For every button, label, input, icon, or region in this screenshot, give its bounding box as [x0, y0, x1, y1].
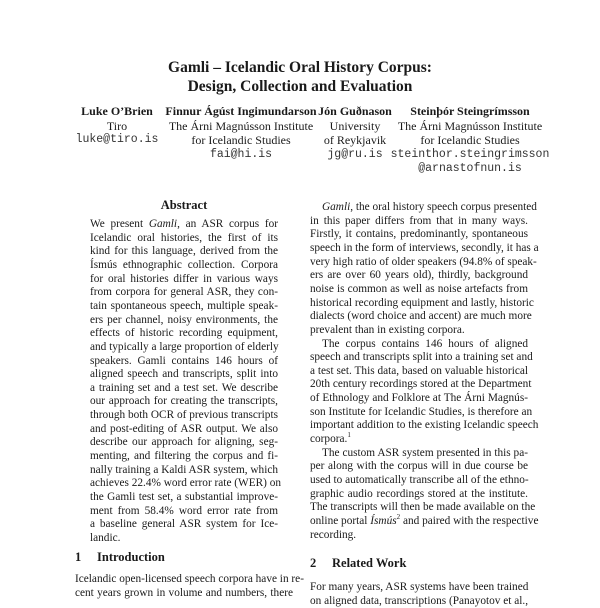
author-name: Steinþór Steingrímsson [410, 104, 530, 118]
text-span: tain spontaneous speech, multiple speak- [90, 299, 278, 312]
text-span: The corpus contains 146 hours of aligned [322, 337, 528, 350]
text-span: and paired with the respective [400, 514, 539, 527]
author-email: luke@tiro.is [75, 133, 159, 146]
text-line [310, 241, 539, 255]
text-span: from corpora for general ASR, they con- [90, 286, 278, 299]
author-affiliation: The Árni Magnússon Institute [397, 118, 543, 133]
text-line [310, 310, 532, 323]
text-span: graphic audio recordings stored at the institute. [310, 487, 528, 500]
text-span: ers are over 60 years old), thirdly, background [310, 269, 528, 282]
text-line [90, 286, 278, 299]
text-line [310, 419, 539, 432]
text-line [310, 378, 532, 391]
text-span: son Institute for Icelandic Studies, is therefore an [310, 405, 533, 418]
text-span: used to automatically transcribe all of the ethno- [310, 474, 529, 486]
author-affiliation: for Icelandic Studies [191, 133, 291, 147]
text-line [310, 215, 528, 228]
text-line [310, 201, 537, 214]
text-span: For many years, ASR systems have been trained [310, 581, 529, 593]
text-line [310, 595, 528, 608]
text-line [90, 218, 278, 231]
text-span: important addition to the existing Icelandic speech [310, 419, 539, 432]
author-affiliation: of Reykjavik [323, 133, 387, 147]
text-span: Firstly, it contains, predominantly, spontaneous [310, 228, 528, 241]
text-line [90, 300, 278, 313]
text-span: nally training a Kaldi ASR system, which [90, 463, 278, 476]
text-span: of Ethnology and Folklore at The Árni Magnús- [310, 392, 528, 405]
text-span: corpora. [310, 433, 348, 446]
title-line-1: Gamli – Icelandic Oral History Corpus: [168, 59, 432, 76]
section-number: 1 [75, 550, 82, 564]
section-number: 2 [310, 556, 317, 570]
text-span: recording. [310, 528, 357, 541]
introduction-heading [75, 550, 165, 565]
text-span: a training set and a test set. We describe [90, 381, 278, 394]
text-span: 20th century recordings stored at the Department [310, 378, 532, 391]
text-span: , the oral history speech corpus presented [350, 201, 537, 213]
author-email: steinthor.steingrimsson [390, 147, 550, 161]
text-span: Ísmús [370, 514, 397, 527]
text-span: We present [90, 218, 149, 230]
text-line [310, 392, 528, 405]
text-line [310, 269, 528, 282]
text-span: The transcripts will then be made available on the [310, 501, 536, 514]
text-span: aligned speech and transcripts, split into [90, 368, 278, 381]
author-name: Luke O’Brien [81, 104, 153, 118]
author-affiliation: The Árni Magnússon Institute [168, 118, 314, 133]
text-line [90, 477, 282, 490]
text-line [90, 341, 278, 354]
text-span: effects of historic recording equipment, [90, 327, 278, 340]
text-span: menting, and filtering the corpus and fi- [90, 450, 278, 463]
footnote-marker[interactable]: 1 [347, 431, 351, 440]
section-title: Introduction [97, 550, 165, 564]
text-line [310, 296, 534, 310]
text-line [310, 447, 528, 460]
text-span: prevalent than in existing corpora. [310, 323, 465, 336]
author-affiliation: Tiro [106, 118, 128, 133]
text-line [90, 259, 278, 272]
text-line [310, 433, 528, 446]
author [370, 104, 570, 177]
text-span: Gamli [322, 201, 351, 213]
text-span: Gamli [148, 218, 178, 230]
author-name: Jón Guðnason [318, 104, 392, 118]
text-span: describe our approach for aligning, seg- [90, 436, 278, 449]
text-line [90, 423, 278, 436]
text-span: our approach for creating the transcripts, [90, 395, 278, 408]
text-line [90, 450, 278, 463]
text-span: Icelandic oral histories, the first of its [90, 231, 278, 244]
text-span: ment from 58.4% word error rate from [90, 504, 278, 517]
text-line [75, 573, 304, 586]
text-line [310, 460, 528, 473]
text-line [90, 245, 278, 258]
text-span: on aligned data, transcriptions (Panayotov et al., [310, 594, 529, 607]
text-line [90, 436, 278, 449]
text-line [90, 518, 278, 531]
text-span: landic. [90, 531, 121, 544]
text-span: historical recording equipment and lastly, historic [310, 296, 534, 309]
text-line [310, 255, 537, 269]
text-line [310, 513, 539, 528]
text-span: in this paper differs from that in many ways. [310, 214, 528, 227]
footnote-marker[interactable]: 2 [396, 513, 401, 522]
text-span: online portal [310, 514, 371, 527]
text-line [90, 382, 278, 395]
author-email: fai@hi.is [209, 147, 273, 161]
text-line [310, 488, 528, 501]
text-span: and typically a large proportion of elderly [90, 340, 279, 353]
text-line [90, 491, 278, 504]
related-work-heading [310, 556, 406, 571]
text-span: speech in the form of interviews, secondly, it has a [310, 241, 539, 254]
text-line [310, 474, 528, 487]
text-span: ers per channel, noisy environments, the [90, 313, 278, 326]
text-span: dialects (word choice and accent) are much more [310, 310, 532, 323]
text-line [90, 409, 278, 422]
text-span: achieves 22.4% word error rate (WER) on [90, 477, 282, 490]
author-name: Finnur Ágúst Ingimundarson [165, 104, 317, 118]
text-span: cent years grown in volume and numbers, there [75, 586, 293, 599]
text-line [310, 365, 528, 378]
text-line [310, 501, 536, 514]
section-title: Related Work [332, 556, 407, 570]
text-line [75, 587, 293, 600]
text-line [90, 368, 278, 381]
text-span: The custom ASR system presented in this pa- [322, 446, 528, 459]
text-span: kind for this language, derived from the [90, 245, 278, 258]
text-line [90, 232, 278, 245]
author-affiliation: University [329, 118, 381, 133]
text-line [90, 505, 278, 518]
text-span: Icelandic open-licensed speech corpora have in re- [75, 573, 304, 585]
text-span: noise is common as well as noise artefacts from [310, 282, 528, 295]
text-span: speech and transcripts split into a training set and [310, 351, 533, 364]
text-span: , an ASR corpus for [177, 218, 278, 230]
text-span: through both OCR of previous transcripts [90, 409, 278, 422]
text-line [310, 351, 533, 364]
title-line-2: Design, Collection and Evaluation [187, 78, 413, 95]
text-line [90, 464, 278, 477]
text-span: a test set. This data, based on valuable historical [310, 364, 528, 377]
text-line [90, 314, 278, 327]
author-email: @arnastofnun.is [418, 162, 522, 175]
abstract-heading: Abstract [160, 198, 208, 212]
text-line [90, 532, 278, 545]
text-line [310, 324, 528, 337]
text-span: a baseline general ASR system for Ice- [90, 518, 278, 531]
author-affiliation: for Icelandic Studies [420, 133, 520, 147]
text-line [310, 405, 533, 419]
text-span: very high ratio of older speakers (94.8% of speak- [310, 255, 537, 268]
text-span: for oral histories differ in various ways [90, 272, 278, 285]
text-line [90, 273, 278, 286]
text-line [310, 283, 528, 296]
text-span: speakers. Gamli contains 146 hours of [90, 354, 278, 367]
text-line [90, 327, 278, 340]
text-line [310, 529, 528, 542]
text-line [90, 395, 278, 408]
text-line [310, 581, 528, 594]
author-email: jg@ru.is [327, 147, 383, 161]
text-line [310, 338, 528, 351]
text-line [90, 355, 278, 368]
text-span: Ísmús ethnographic collection. Corpora [90, 258, 278, 271]
text-span: per along with the corpus will in due course be [310, 460, 528, 473]
text-span: the Gamli test set, a substantial improve- [90, 491, 278, 503]
text-span: and post-editing of ASR output. We also [90, 422, 278, 435]
text-line [310, 228, 528, 241]
